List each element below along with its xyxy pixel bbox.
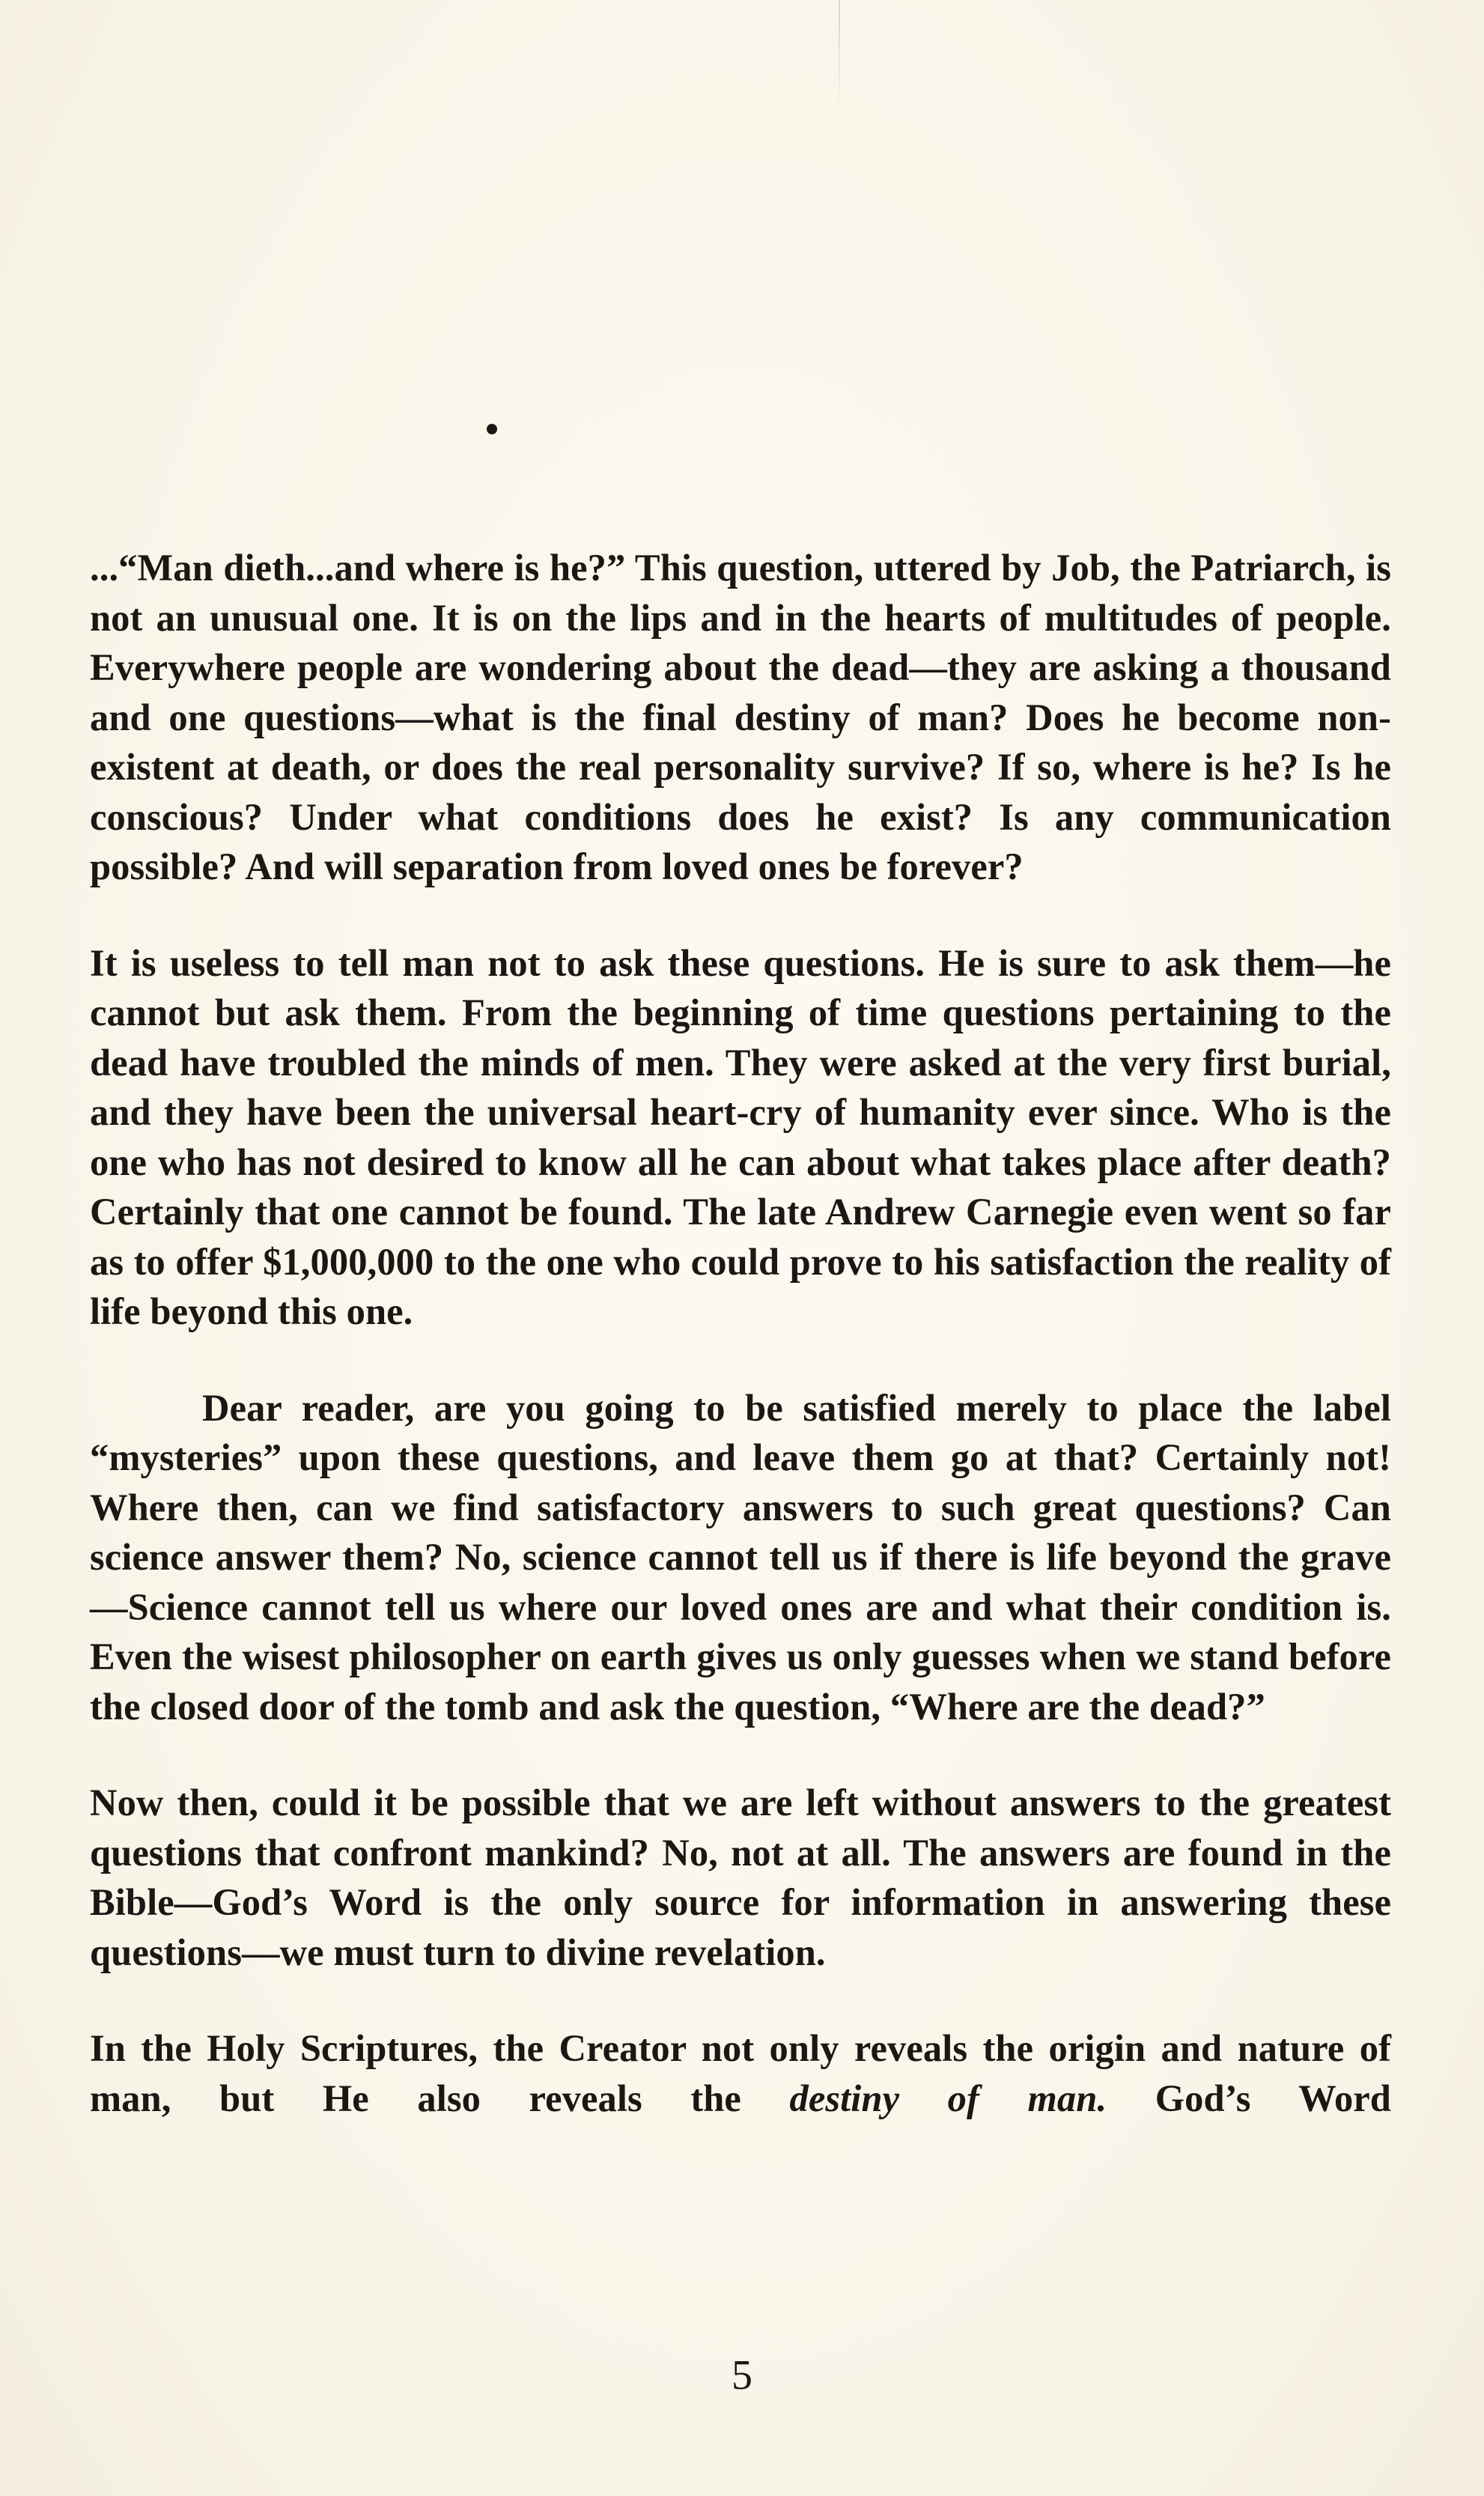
paragraph-2: It is useless to tell man not to ask these questions. He is sure to ask them—he cannot but ask them. From the beginning of time questions pertaining to the dead have troubled the minds of men. They were asked at the very first burial, and they have been the universal heart-cry of humanity ever since. Who is the one who has not desired to know all he can about what takes place after death? Certainly that one cannot be found. The late Andrew Carnegie even went so far as to offer $1,000,000 to the one who could prove to his satisfaction the reality of life beyond this one. [90, 941, 1391, 1332]
paragraph-5 [90, 2023, 1391, 2123]
page-edge-mark [839, 0, 840, 112]
ornament-dot [487, 424, 497, 434]
paragraph-5-emphasis: destiny of man. [789, 2077, 1107, 2119]
paragraph-5-start: In the Holy Scriptures, the Creator not only reveals the origin and nature of man, but He also reveals the [90, 2027, 1391, 2119]
page-number: 5 [732, 2352, 752, 2399]
paragraph-4: Now then, could it be possible that we are left without answers to the greatest questions that confront mankind? No, not at all. The answers are found in the Bible—God’s Word is the only source for information in answering these questions—we must turn to divine revelation. [90, 1782, 1391, 1973]
paragraph-3: Dear reader, are you going to be satisfied merely to place the label “mysteries” upon these questions, and leave them go at that? Certainly not! Where then, can we find satisfactory answers to such great questions? Can science answer them? No, science cannot tell us if there is life beyond the grave—Science cannot tell us where our loved ones are and what their condition is. Even the wisest philosopher on earth gives us only guesses when we stand before the closed door of the tomb and ask the question, “Where are the dead?” [90, 1386, 1391, 1728]
body-text [90, 543, 1391, 2123]
paragraph-1: ...“Man dieth...and where is he?” This question, uttered by Job, the Patriarch, is not an unusual one. It is on the lips and in the hearts of multitudes of people. Everywhere people are wondering about the dead—they are asking a thousand and one questions—what is the final destiny of man? Does he become non-existent at death, or does the real personality survive? If so, where is he? Is he conscious? Under what conditions does he exist? Is any communication possible? And will separation from loved ones be forever? [90, 547, 1391, 887]
paragraph-5-end: God’s Word [1107, 2077, 1391, 2119]
